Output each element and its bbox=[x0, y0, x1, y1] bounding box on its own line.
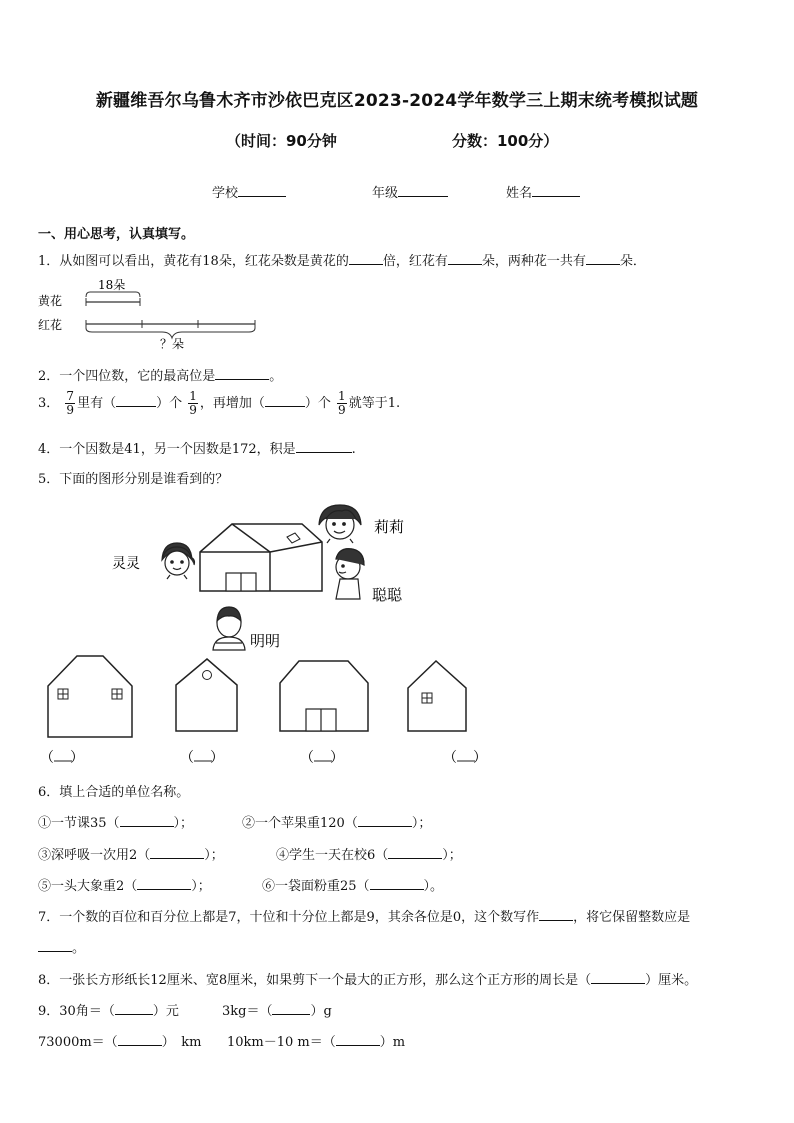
answer-blank[interactable] bbox=[272, 1000, 310, 1015]
question-7-cont: 。 bbox=[38, 937, 85, 956]
yellow-label: 黄花 bbox=[38, 294, 63, 308]
house-views-figure bbox=[30, 495, 500, 775]
answer-blank[interactable] bbox=[118, 1031, 162, 1046]
q6-item-6: ⑥一袋面粉重25（ ）。 bbox=[262, 875, 443, 894]
section-heading: 一、用心思考，认真填写。 bbox=[38, 227, 195, 242]
congcong-label: 聪聪 bbox=[372, 586, 403, 604]
answer-blank[interactable] bbox=[388, 844, 442, 859]
question-3: 3． $\frac{7}{9}$ 里有（ ）个 $\frac{1}{9}$ ，再增加（ ）个 $\frac{1}{9}$ 就等于1. bbox=[38, 389, 401, 417]
name-field[interactable] bbox=[506, 182, 580, 201]
svg-text:（: （ bbox=[180, 750, 194, 766]
house-view-4 bbox=[408, 661, 466, 731]
question-2: 2．一个四位数，它的最高位是 。 bbox=[38, 365, 282, 384]
school-field[interactable] bbox=[212, 182, 286, 201]
answer-parens bbox=[40, 750, 487, 766]
fraction: $\frac{1}{9}$ bbox=[189, 389, 197, 417]
school-label: 学校 bbox=[212, 186, 239, 201]
q6-item-4: ④学生一天在校6（ ）； bbox=[276, 844, 462, 863]
question-4: 4．一个因数是41，另一个因数是172，积是 . bbox=[38, 438, 356, 457]
answer-blank[interactable] bbox=[539, 906, 573, 921]
page-title: 新疆维吾尔乌鲁木齐市沙依巴克区2023-2024学年数学三上期末统考模拟试题 bbox=[95, 91, 699, 111]
svg-text:）: ） bbox=[330, 750, 344, 766]
answer-blank[interactable] bbox=[137, 875, 191, 890]
flower-bar-diagram bbox=[30, 272, 270, 352]
q6-item-2: ②一个苹果重120（ ）； bbox=[242, 812, 431, 831]
question-9-b: 3kg＝（ ）g bbox=[222, 1000, 332, 1019]
answer-blank[interactable] bbox=[349, 250, 383, 265]
q6-item-1: ①一节课35（ ）； bbox=[38, 812, 193, 831]
question-9-a: 9．30角＝（ ）元 bbox=[38, 1000, 179, 1019]
answer-blank[interactable] bbox=[116, 392, 156, 407]
question-7: 7．一个数的百位和百分位上都是7，十位和十分位上都是9，其余各位是0，这个数写作 ，将它保留整数应是 bbox=[38, 906, 690, 925]
svg-text:（: （ bbox=[300, 750, 314, 766]
answer-blank[interactable] bbox=[358, 812, 412, 827]
question-9-c: 73000m＝（ ） km bbox=[38, 1031, 201, 1050]
answer-blank[interactable] bbox=[120, 812, 174, 827]
mingming-label: 明明 bbox=[250, 632, 281, 650]
house-view-2 bbox=[176, 659, 237, 731]
q6-item-5: ⑤一头大象重2（ ）； bbox=[38, 875, 211, 894]
answer-blank[interactable] bbox=[38, 937, 72, 952]
fraction: $\frac{7}{9}$ bbox=[66, 389, 75, 417]
answer-blank[interactable] bbox=[215, 365, 269, 380]
question-1: 1．从如图可以看出，黄花有18朵，红花朵数是黄花的 倍，红花有 朵，两种花一共有 朵． bbox=[38, 250, 646, 269]
answer-blank[interactable] bbox=[265, 392, 305, 407]
answer-blank[interactable] bbox=[586, 250, 620, 265]
main-house bbox=[200, 524, 322, 591]
question-8: 8．一张长方形纸长12厘米、宽8厘米，如果剪下一个最大的正方形，那么这个正方形的周长是（ ）厘米。 bbox=[38, 969, 697, 988]
question-6: 6．填上合适的单位名称。 bbox=[38, 785, 190, 800]
svg-text:）: ） bbox=[210, 750, 224, 766]
svg-text:（: （ bbox=[443, 750, 457, 766]
question-9-d: 10km－10 m＝（ ）m bbox=[227, 1031, 405, 1050]
question-5: 5．下面的图形分别是谁看到的？ bbox=[38, 472, 229, 487]
red-label: 红花 bbox=[38, 318, 63, 332]
answer-blank[interactable] bbox=[591, 969, 645, 984]
grade-label: 年级 bbox=[372, 186, 399, 201]
svg-text:）: ） bbox=[70, 750, 84, 766]
grade-field[interactable] bbox=[372, 182, 448, 201]
congcong-figure bbox=[336, 549, 364, 599]
answer-blank[interactable] bbox=[336, 1031, 380, 1046]
exam-score: 分数：100分） bbox=[452, 132, 559, 150]
lingling-figure bbox=[162, 543, 195, 579]
name-label: 姓名 bbox=[506, 186, 533, 201]
answer-blank[interactable] bbox=[115, 1000, 153, 1015]
svg-text:（: （ bbox=[40, 750, 54, 766]
lingling-label: 灵灵 bbox=[112, 556, 140, 572]
unknown-label: ？朵 bbox=[160, 337, 185, 351]
exam-time: （时间：90分钟 bbox=[226, 132, 337, 150]
answer-blank[interactable] bbox=[370, 875, 424, 890]
mingming-figure bbox=[213, 607, 245, 650]
house-view-3 bbox=[280, 661, 368, 731]
answer-blank[interactable] bbox=[150, 844, 204, 859]
answer-blank[interactable] bbox=[448, 250, 482, 265]
answer-blank[interactable] bbox=[296, 438, 352, 453]
house-view-1 bbox=[48, 656, 132, 737]
lili-figure bbox=[319, 505, 361, 543]
count-label: 18朵 bbox=[98, 278, 126, 292]
svg-text:）: ） bbox=[473, 750, 487, 766]
fraction: $\frac{1}{9}$ bbox=[338, 389, 346, 417]
lili-label: 莉莉 bbox=[374, 518, 405, 536]
q6-item-3: ③深呼吸一次用2（ ）； bbox=[38, 844, 224, 863]
